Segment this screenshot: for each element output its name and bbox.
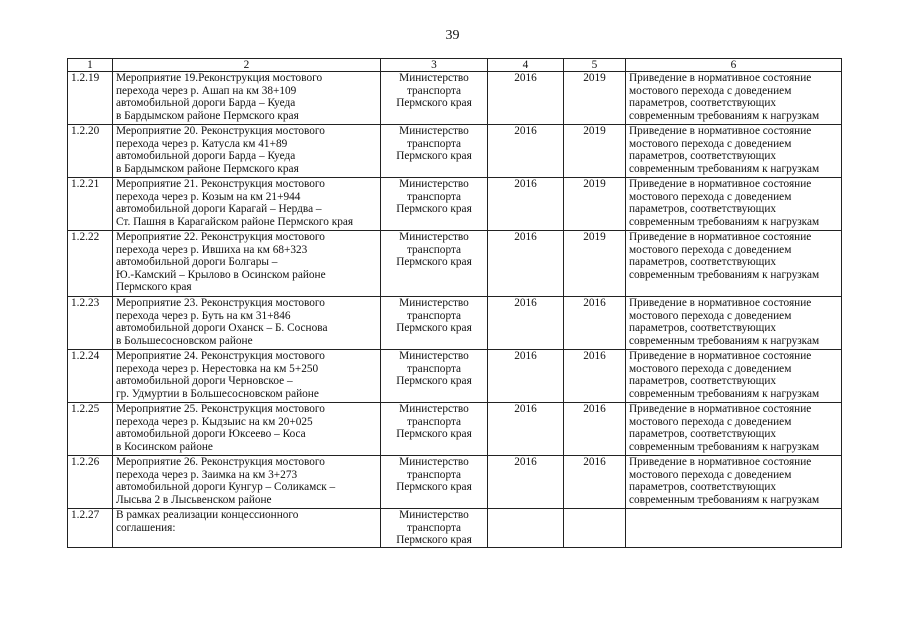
executor-line: транспорта <box>406 190 462 203</box>
table-row <box>68 231 842 297</box>
description-line: в Бардымском районе Пермского края <box>116 109 299 122</box>
end-year-cell: 2019 <box>564 231 626 297</box>
row-number-cell: 1.2.23 <box>68 297 113 350</box>
executor-line: транспорта <box>406 362 462 375</box>
result-line: современным требованиям к нагрузкам <box>629 493 820 506</box>
description-line: Мероприятие 23. Реконструкция мостового <box>116 297 325 309</box>
start-year-cell: 2016 <box>488 178 564 231</box>
row-number-cell: 1.2.21 <box>68 178 113 231</box>
table-row <box>68 456 842 509</box>
description-line: Мероприятие 19.Реконструкция мостового <box>116 72 323 84</box>
description-line: Мероприятие 26. Реконструкция мостового <box>116 456 325 468</box>
description-line: соглашения: <box>116 521 176 534</box>
table-body <box>68 72 842 548</box>
start-year-cell: 2016 <box>488 231 564 297</box>
start-year-cell <box>488 509 564 548</box>
row-number-cell: 1.2.27 <box>68 509 113 548</box>
result-line: параметров, соответствующих <box>629 375 777 388</box>
result-line: Приведение в нормативное состояние <box>629 456 812 468</box>
table-row <box>68 509 842 548</box>
executor-line: Пермского края <box>396 322 472 335</box>
start-year-cell: 2016 <box>488 403 564 456</box>
executor-cell <box>381 403 488 456</box>
description-line: Мероприятие 20. Реконструкция мостового <box>116 125 325 137</box>
executor-line: транспорта <box>406 84 462 97</box>
executor-line: транспорта <box>406 309 462 322</box>
executor-line: транспорта <box>406 415 462 428</box>
executor-line: Министерство <box>399 178 469 190</box>
executor-line: Пермского края <box>396 97 472 110</box>
description-line: автомобильной дороги Юксеево – Коса <box>116 428 306 441</box>
end-year-cell: 2016 <box>564 297 626 350</box>
description-line: в Косинском районе <box>116 440 213 453</box>
result-line: Приведение в нормативное состояние <box>629 231 812 243</box>
table-row <box>68 72 842 125</box>
activity-description-cell <box>113 509 381 548</box>
executor-cell <box>381 72 488 125</box>
result-line: параметров, соответствующих <box>629 481 777 494</box>
result-line: мостового перехода с доведением <box>629 243 792 256</box>
executor-cell <box>381 350 488 403</box>
result-line: параметров, соответствующих <box>629 256 777 269</box>
table-row <box>68 297 842 350</box>
result-line: современным требованиям к нагрузкам <box>629 268 820 281</box>
executor-line: Пермского края <box>396 203 472 216</box>
result-line: мостового перехода с доведением <box>629 362 792 375</box>
start-year-cell: 2016 <box>488 297 564 350</box>
result-line: мостового перехода с доведением <box>629 137 792 150</box>
result-line: современным требованиям к нагрузкам <box>629 387 820 400</box>
executor-line: Министерство <box>399 125 469 137</box>
result-line: параметров, соответствующих <box>629 203 777 216</box>
description-line: автомобильной дороги Карагай – Нердва – <box>116 203 322 216</box>
description-line: Пермского края <box>116 281 192 294</box>
description-line: Мероприятие 21. Реконструкция мостового <box>116 178 325 190</box>
expected-result-cell <box>626 178 842 231</box>
executor-cell <box>381 297 488 350</box>
activity-description-cell <box>113 403 381 456</box>
end-year-cell: 2019 <box>564 178 626 231</box>
executor-line: Министерство <box>399 403 469 415</box>
executor-cell <box>381 509 488 548</box>
executor-line: Пермского края <box>396 481 472 494</box>
table-header-row <box>68 59 842 72</box>
result-line: Приведение в нормативное состояние <box>629 403 812 415</box>
result-line: параметров, соответствующих <box>629 150 777 163</box>
executor-line: транспорта <box>406 468 462 481</box>
start-year-cell: 2016 <box>488 456 564 509</box>
activity-description-cell <box>113 456 381 509</box>
executor-cell <box>381 125 488 178</box>
row-number-cell: 1.2.24 <box>68 350 113 403</box>
expected-result-cell <box>626 509 842 548</box>
executor-line: Пермского края <box>396 534 472 547</box>
activity-description-cell <box>113 231 381 297</box>
result-line: мостового перехода с доведением <box>629 468 792 481</box>
row-number-cell: 1.2.25 <box>68 403 113 456</box>
result-line: параметров, соответствующих <box>629 428 777 441</box>
description-line: автомобильной дороги Болгары – <box>116 256 278 269</box>
table-row <box>68 125 842 178</box>
executor-line: транспорта <box>406 521 462 534</box>
executor-cell <box>381 231 488 297</box>
result-line: Приведение в нормативное состояние <box>629 125 812 137</box>
description-line: перехода через р. Заимка на км 3+273 <box>116 468 298 481</box>
description-line: перехода через р. Нерестовка на км 5+250 <box>116 362 319 375</box>
executor-cell <box>381 178 488 231</box>
result-line: мостового перехода с доведением <box>629 309 792 322</box>
column-header: 4 <box>488 59 564 72</box>
executor-line: транспорта <box>406 137 462 150</box>
column-header: 1 <box>68 59 113 72</box>
table-row <box>68 350 842 403</box>
end-year-cell: 2019 <box>564 72 626 125</box>
executor-line: Министерство <box>399 72 469 84</box>
executor-line: Пермского края <box>396 428 472 441</box>
description-line: автомобильной дороги Барда – Куеда <box>116 150 296 163</box>
table-row <box>68 403 842 456</box>
activity-description-cell <box>113 72 381 125</box>
description-line: В рамках реализации концессионного <box>116 509 299 521</box>
description-line: гр. Удмуртии в Большесосновском районе <box>116 387 319 400</box>
result-line: мостового перехода с доведением <box>629 415 792 428</box>
result-line: современным требованиям к нагрузкам <box>629 162 820 175</box>
description-line: перехода через р. Кыдзыис на км 20+025 <box>116 415 313 428</box>
table-row <box>68 178 842 231</box>
activity-description-cell <box>113 125 381 178</box>
expected-result-cell <box>626 231 842 297</box>
end-year-cell <box>564 509 626 548</box>
description-line: Мероприятие 22. Реконструкция мостового <box>116 231 325 243</box>
row-number-cell: 1.2.20 <box>68 125 113 178</box>
activity-description-cell <box>113 350 381 403</box>
executor-line: Пермского края <box>396 375 472 388</box>
executor-line: Министерство <box>399 456 469 468</box>
column-header: 2 <box>113 59 381 72</box>
description-line: автомобильной дороги Кунгур – Соликамск – <box>116 481 336 494</box>
expected-result-cell <box>626 350 842 403</box>
description-line: автомобильной дороги Черновское – <box>116 375 293 388</box>
expected-result-cell <box>626 297 842 350</box>
result-line: параметров, соответствующих <box>629 322 777 335</box>
result-line: мостового перехода с доведением <box>629 190 792 203</box>
expected-result-cell <box>626 456 842 509</box>
result-line: современным требованиям к нагрузкам <box>629 109 820 122</box>
result-line: современным требованиям к нагрузкам <box>629 215 820 228</box>
description-line: перехода через р. Козым на км 21+944 <box>116 190 301 203</box>
end-year-cell: 2016 <box>564 403 626 456</box>
row-number-cell: 1.2.26 <box>68 456 113 509</box>
row-number-cell: 1.2.22 <box>68 231 113 297</box>
executor-line: Пермского края <box>396 256 472 269</box>
end-year-cell: 2016 <box>564 350 626 403</box>
start-year-cell: 2016 <box>488 72 564 125</box>
description-line: Мероприятие 25. Реконструкция мостового <box>116 403 325 415</box>
description-line: в Большесосновском районе <box>116 334 253 347</box>
result-line: мостового перехода с доведением <box>629 84 792 97</box>
description-line: автомобильной дороги Барда – Куеда <box>116 97 296 110</box>
description-line: перехода через р. Буть на км 31+846 <box>116 309 291 322</box>
description-line: Ю.-Камский – Крылово в Осинском районе <box>116 268 326 281</box>
executor-line: транспорта <box>406 243 462 256</box>
executor-line: Министерство <box>399 297 469 309</box>
end-year-cell: 2016 <box>564 456 626 509</box>
page-number: 39 <box>445 28 460 43</box>
result-line: Приведение в нормативное состояние <box>629 297 812 309</box>
description-line: перехода через р. Ашап на км 38+109 <box>116 84 297 97</box>
result-line: современным требованиям к нагрузкам <box>629 334 820 347</box>
description-line: Ст. Пашня в Карагайском районе Пермского края <box>116 215 354 228</box>
column-header: 5 <box>564 59 626 72</box>
column-header: 3 <box>381 59 488 72</box>
expected-result-cell <box>626 403 842 456</box>
activity-description-cell <box>113 178 381 231</box>
result-line: современным требованиям к нагрузкам <box>629 440 820 453</box>
executor-line: Министерство <box>399 350 469 362</box>
description-line: в Бардымском районе Пермского края <box>116 162 299 175</box>
description-line: перехода через р. Катусла км 41+89 <box>116 137 288 150</box>
executor-line: Министерство <box>399 231 469 243</box>
row-number-cell: 1.2.19 <box>68 72 113 125</box>
result-line: Приведение в нормативное состояние <box>629 72 812 84</box>
executor-cell <box>381 456 488 509</box>
start-year-cell: 2016 <box>488 125 564 178</box>
executor-line: Пермского края <box>396 150 472 163</box>
description-line: Лысьва 2 в Лысьвенском районе <box>116 493 272 506</box>
executor-line: Министерство <box>399 509 469 521</box>
column-header: 6 <box>626 59 842 72</box>
expected-result-cell <box>626 125 842 178</box>
description-line: Мероприятие 24. Реконструкция мостового <box>116 350 325 362</box>
result-line: параметров, соответствующих <box>629 97 777 110</box>
result-line: Приведение в нормативное состояние <box>629 350 812 362</box>
result-line: Приведение в нормативное состояние <box>629 178 812 190</box>
end-year-cell: 2019 <box>564 125 626 178</box>
start-year-cell: 2016 <box>488 350 564 403</box>
description-line: перехода через р. Ившиха на км 68+323 <box>116 243 308 256</box>
activity-description-cell <box>113 297 381 350</box>
description-line: автомобильной дороги Оханск – Б. Соснова <box>116 322 328 335</box>
expected-result-cell <box>626 72 842 125</box>
activities-table <box>67 58 842 548</box>
